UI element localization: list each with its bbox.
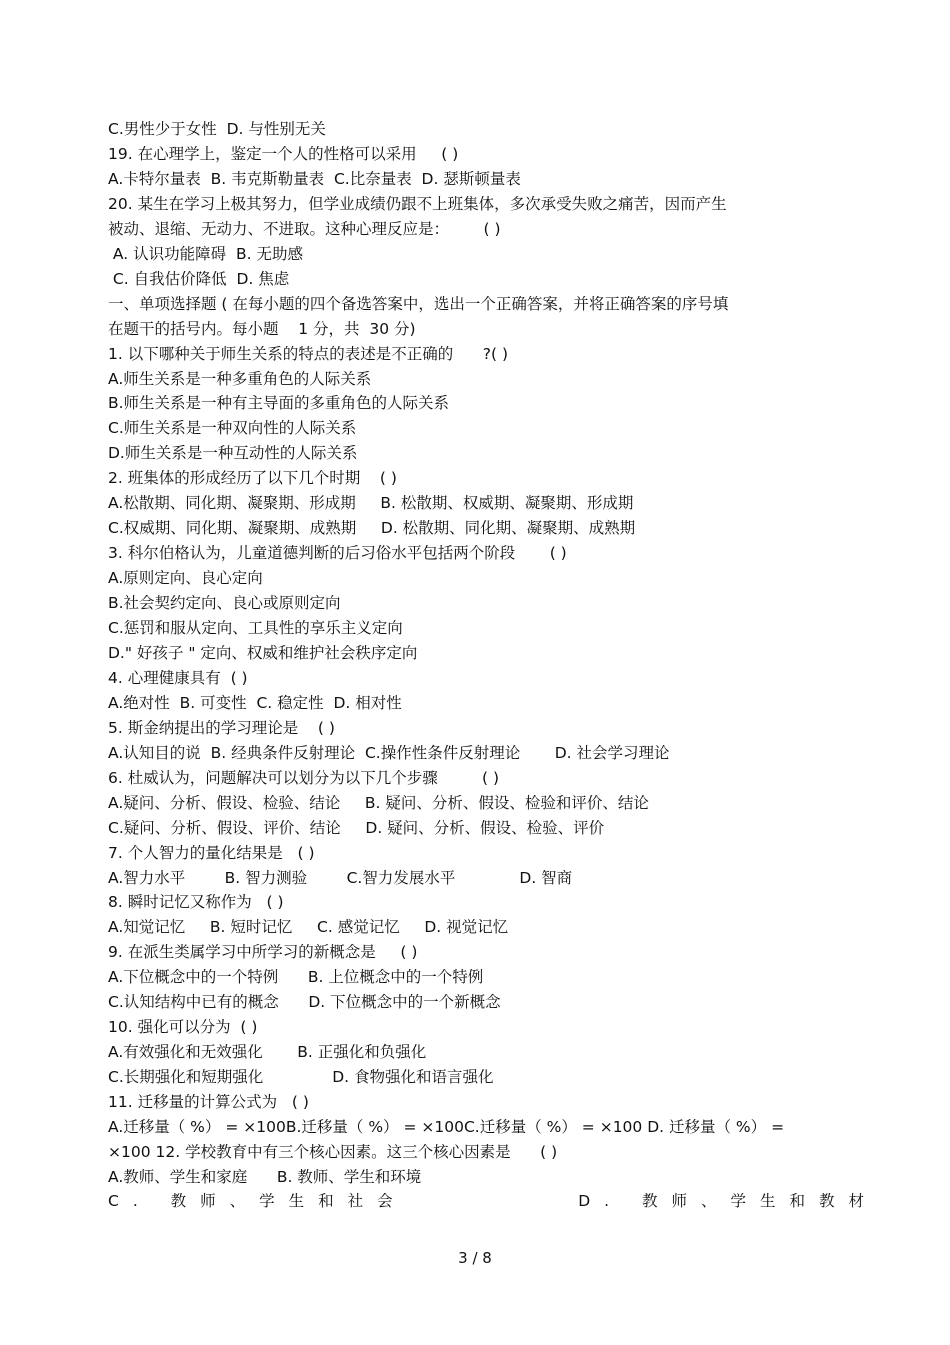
text-line: A.认知目的说 B. 经典条件反射理论 C.操作性条件反射理论 D. 社会学习理论 — [108, 743, 670, 762]
text-line: 2. 班集体的形成经历了以下几个时期 ( ) — [108, 469, 397, 488]
text-line: C. 自我估价降低 D. 焦虑 — [108, 269, 290, 288]
text-line: D." 好孩子 " 定向、权威和维护社会秩序定向 — [108, 643, 418, 662]
text-line: C.师生关系是一种双向性的人际关系 — [108, 419, 357, 438]
text-line: B.师生关系是一种有主导面的多重角色的人际关系 — [108, 394, 450, 413]
text-line: 8. 瞬时记忆又称作为 ( ) — [108, 893, 284, 912]
text-line: A.下位概念中的一个特例 B. 上位概念中的一个特例 — [108, 968, 484, 987]
text-line: C.男性少于女性 D. 与性别无关 — [108, 120, 326, 138]
text-line: 10. 强化可以分为 ( ) — [108, 1018, 258, 1037]
text-line: 19. 在心理学上，鉴定一个人的性格可以采用 ( ) — [108, 144, 459, 163]
text-line: C.长期强化和短期强化 D. 食物强化和语言强化 — [108, 1068, 494, 1087]
page-number: 3 / 8 — [458, 1249, 492, 1267]
text-line: ×100 12. 学校教育中有三个核心因素。这三个核心因素是 ( ) — [108, 1142, 558, 1161]
text-line: A.绝对性 B. 可变性 C. 稳定性 D. 相对性 — [108, 693, 402, 712]
text-line: 在题干的括号内。每小题 1 分，共 30 分) — [108, 319, 416, 338]
text-line: B.社会契约定向、良心或原则定向 — [108, 594, 341, 613]
text-line: A.师生关系是一种多重角色的人际关系 — [108, 369, 372, 388]
text-line: A.卡特尔量表 B. 韦克斯勒量表 C.比奈量表 D. 瑟斯顿量表 — [108, 169, 521, 188]
text-line: A.松散期、同化期、凝聚期、形成期 B. 松散期、权威期、凝聚期、形成期 — [108, 494, 634, 513]
text-line: C.权威期、同化期、凝聚期、成熟期 D. 松散期、同化期、凝聚期、成熟期 — [108, 519, 636, 538]
text-line: A.有效强化和无效强化 B. 正强化和负强化 — [108, 1043, 427, 1062]
option-c: C. 教师、学生和社会 — [108, 1192, 407, 1210]
text-line: A. 认识功能障碍 B. 无助感 — [108, 244, 303, 263]
text-line: 9. 在派生类属学习中所学习的新概念是 ( ) — [108, 943, 418, 962]
text-line: 11. 迁移量的计算公式为 ( ) — [108, 1093, 309, 1112]
text-line: 1. 以下哪种关于师生关系的特点的表述是不正确的 ?( ) — [108, 344, 509, 363]
text-line: 一、单项选择题 ( 在每小题的四个备选答案中，选出一个正确答案，并将正确答案的序号填 — [108, 294, 729, 313]
text-line: A.原则定向、良心定向 — [108, 569, 263, 588]
text-line: 7. 个人智力的量化结果是 ( ) — [108, 843, 315, 862]
text-line: 6. 杜威认为，问题解决可以划分为以下几个步骤 ( ) — [108, 768, 500, 787]
text-line: A.迁移量（ %） = ×100B.迁移量（ %） = ×100C.迁移量（ %） = ×100 D. 迁移量（ %） = — [108, 1118, 785, 1136]
text-line: 5. 斯金纳提出的学习理论是 ( ) — [108, 718, 335, 737]
text-line: C.疑问、分析、假设、评价、结论 D. 疑问、分析、假设、检验、评价 — [108, 818, 605, 837]
text-line: D.师生关系是一种互动性的人际关系 — [108, 444, 358, 463]
text-line: C.惩罚和服从定向、工具性的享乐主义定向 — [108, 619, 403, 637]
text-line: A.知觉记忆 B. 短时记忆 C. 感觉记忆 D. 视觉记忆 — [108, 918, 509, 937]
question-12-options-cd — [108, 1190, 878, 1212]
text-line: 3. 科尔伯格认为，儿童道德判断的后习俗水平包括两个阶段 ( ) — [108, 544, 567, 563]
text-line: 被动、退缩、无动力、不进取。这种心理反应是： ( ) — [108, 219, 501, 238]
text-line: A.教师、学生和家庭 B. 教师、学生和环境 — [108, 1167, 422, 1186]
text-line: A.疑问、分析、假设、检验、结论 B. 疑问、分析、假设、检验和评价、结论 — [108, 793, 649, 812]
text-line: A.智力水平 B. 智力测验 C.智力发展水平 D. 智商 — [108, 868, 573, 887]
option-d: D. 教师、学生和教材 — [578, 1192, 878, 1210]
text-line: C.认知结构中已有的概念 D. 下位概念中的一个新概念 — [108, 993, 501, 1012]
text-line: 4. 心理健康具有 ( ) — [108, 668, 248, 687]
text-line: 20. 某生在学习上极其努力，但学业成绩仍跟不上班集体，多次承受失败之痛苦，因而产生 — [108, 194, 727, 213]
